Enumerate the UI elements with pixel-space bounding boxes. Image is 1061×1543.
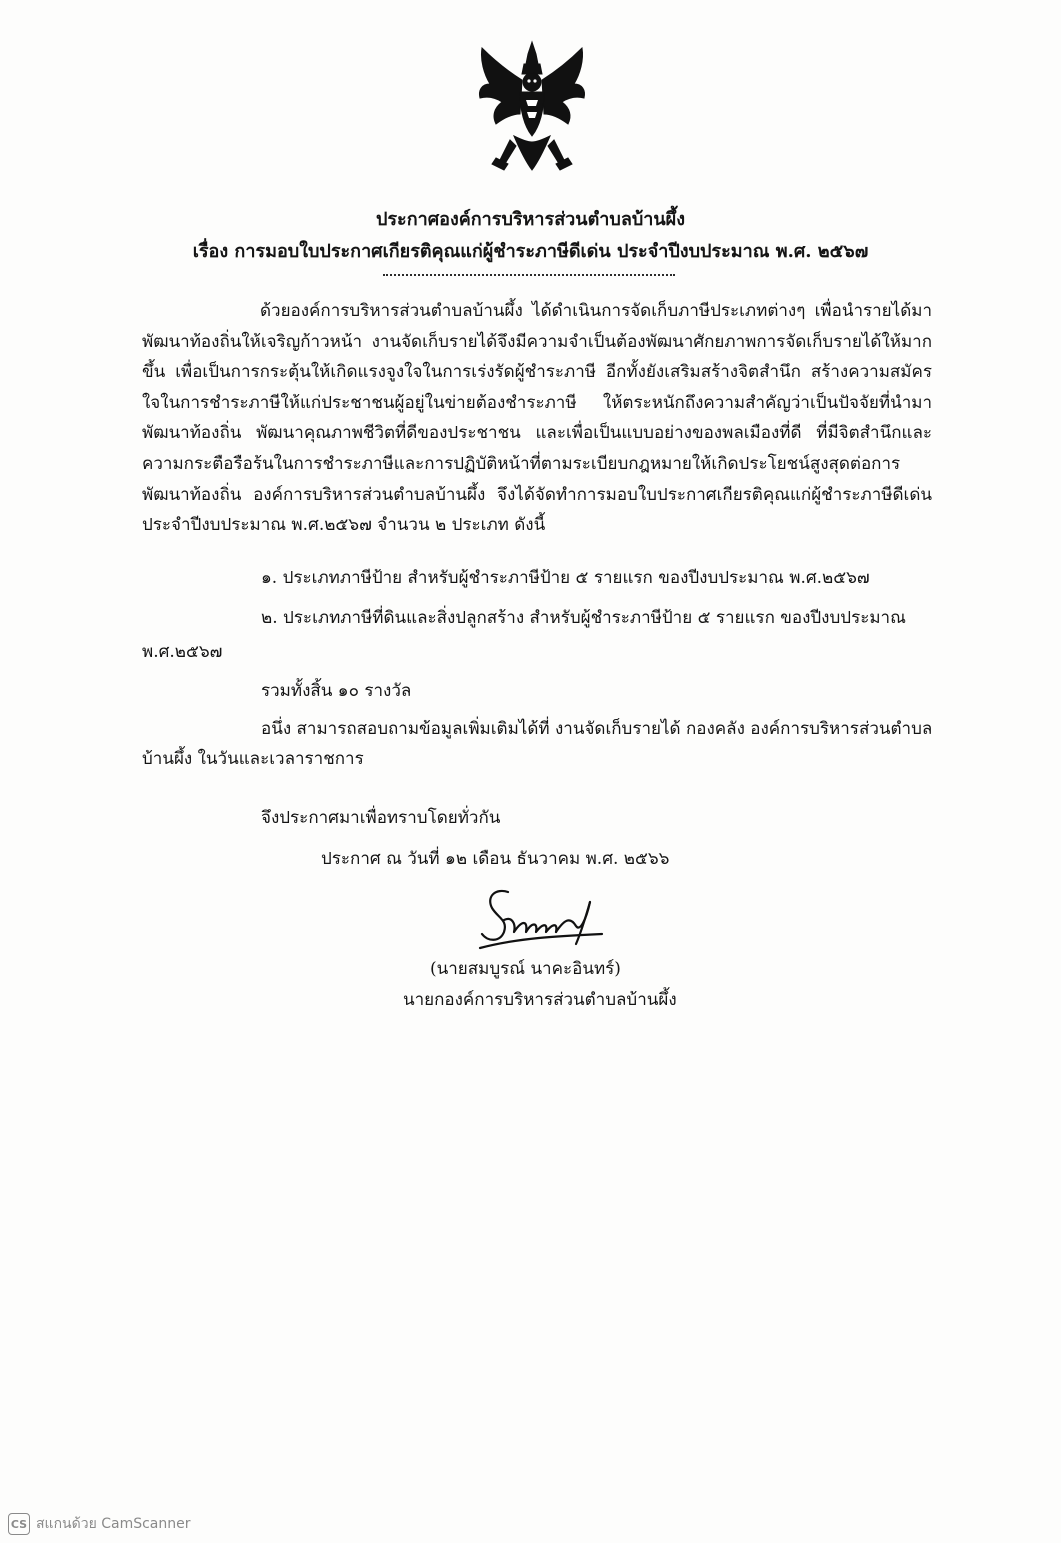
contact-info: อนึ่ง สามารถสอบถามข้อมูลเพิ่มเติมได้ที่ งานจัดเก็บรายได้ กองคลัง องค์การบริหารส่วนตำบล <box>261 719 933 739</box>
signatory-name: (นายสมบูรณ์ นาคะอินทร์) <box>430 959 621 979</box>
announcement-subject: เรื่อง การมอบใบประกาศเกียรติคุณแก่ผู้ชำระภาษีดีเด่น ประจำปีงบประมาณ พ.ศ. ๒๕๖๗ <box>192 241 869 262</box>
scanner-watermark <box>8 1513 191 1535</box>
camscanner-logo-icon: CS <box>8 1513 30 1535</box>
scanner-text: สแกนด้วย CamScanner <box>36 1516 191 1532</box>
announcement-title: ประกาศองค์การบริหารส่วนตำบลบ้านผึ้ง <box>375 209 686 230</box>
award-total: รวมทั้งสิ้น ๑๐ รางวัล <box>261 681 412 701</box>
contact-info-continued: บ้านผึ้ง ในวันและเวลาราชการ <box>142 749 364 769</box>
signatory-position: นายกองค์การบริหารส่วนตำบลบ้านผึ้ง <box>403 990 677 1010</box>
award-item-2: ๒. ประเภทภาษีที่ดินและสิ่งปลูกสร้าง สำหรับผู้ชำระภาษีป้าย ๕ รายแรก ของปีงบประมาณ <box>261 608 906 628</box>
handwritten-signature <box>478 880 608 952</box>
garuda-emblem-icon <box>470 40 594 180</box>
intro-paragraph: ด้วยองค์การบริหารส่วนตำบลบ้านผึ้ง ได้ดำเนินการจัดเก็บภาษีประเภทต่างๆ เพื่อนำรายได้มาพัฒนาท้องถิ่นให้เจริญก้าวหน้า งานจัดเก็บรายได้จึงมีความจำเป็นต้องพัฒนาศักยภาพการจัดเก็บรายได้ให้มากขึ้น เพื่อเป็นการกระตุ้นให้เกิดแรงจูงใจในการเร่งรัดผู้ชำระภาษี อีกทั้งยังเสริมสร้างจิตสำนึก สร้างความสมัครใจในการชำระภาษีให้แก่ประชาชนผู้อยู่ในข่ายต้องชำระภาษี ให้ตระหนักถึงความสำคัญว่าเป็นปัจจัยที่นำมาพัฒนาท้องถิ่น พัฒนาคุณภาพชีวิตที่ดีของประชาชน และเพื่อเป็นแบบอย่างของพลเมืองที่ดี ที่มีจิตสำนึกและความกระตือรือร้นในการชำระภาษีและการปฏิบัติหน้าที่ตามระเบียบกฎหมายให้เกิดประโยชน์สูงสุดต่อการพัฒนาท้องถิ่น องค์การบริหารส่วนตำบลบ้านผึ้ง จึงได้จัดทำการมอบใบประกาศเกียรติคุณแก่ผู้ชำระภาษีดีเด่น ประจำปีงบประมาณ พ.ศ.๒๕๖๗ จำนวน ๒ ประเภท ดังนี้ <box>142 301 932 536</box>
award-item-2-continued: พ.ศ.๒๕๖๗ <box>142 642 223 662</box>
award-item-1: ๑. ประเภทภาษีป้าย สำหรับผู้ชำระภาษีป้าย ๕ รายแรก ของปีงบประมาณ พ.ศ.๒๕๖๗ <box>261 568 870 588</box>
dotted-divider <box>383 274 675 276</box>
announce-date: ประกาศ ณ วันที่ ๑๒ เดือน ธันวาคม พ.ศ. ๒๕๖๖ <box>321 849 670 869</box>
announce-closing: จึงประกาศมาเพื่อทราบโดยทั่วกัน <box>261 808 501 828</box>
